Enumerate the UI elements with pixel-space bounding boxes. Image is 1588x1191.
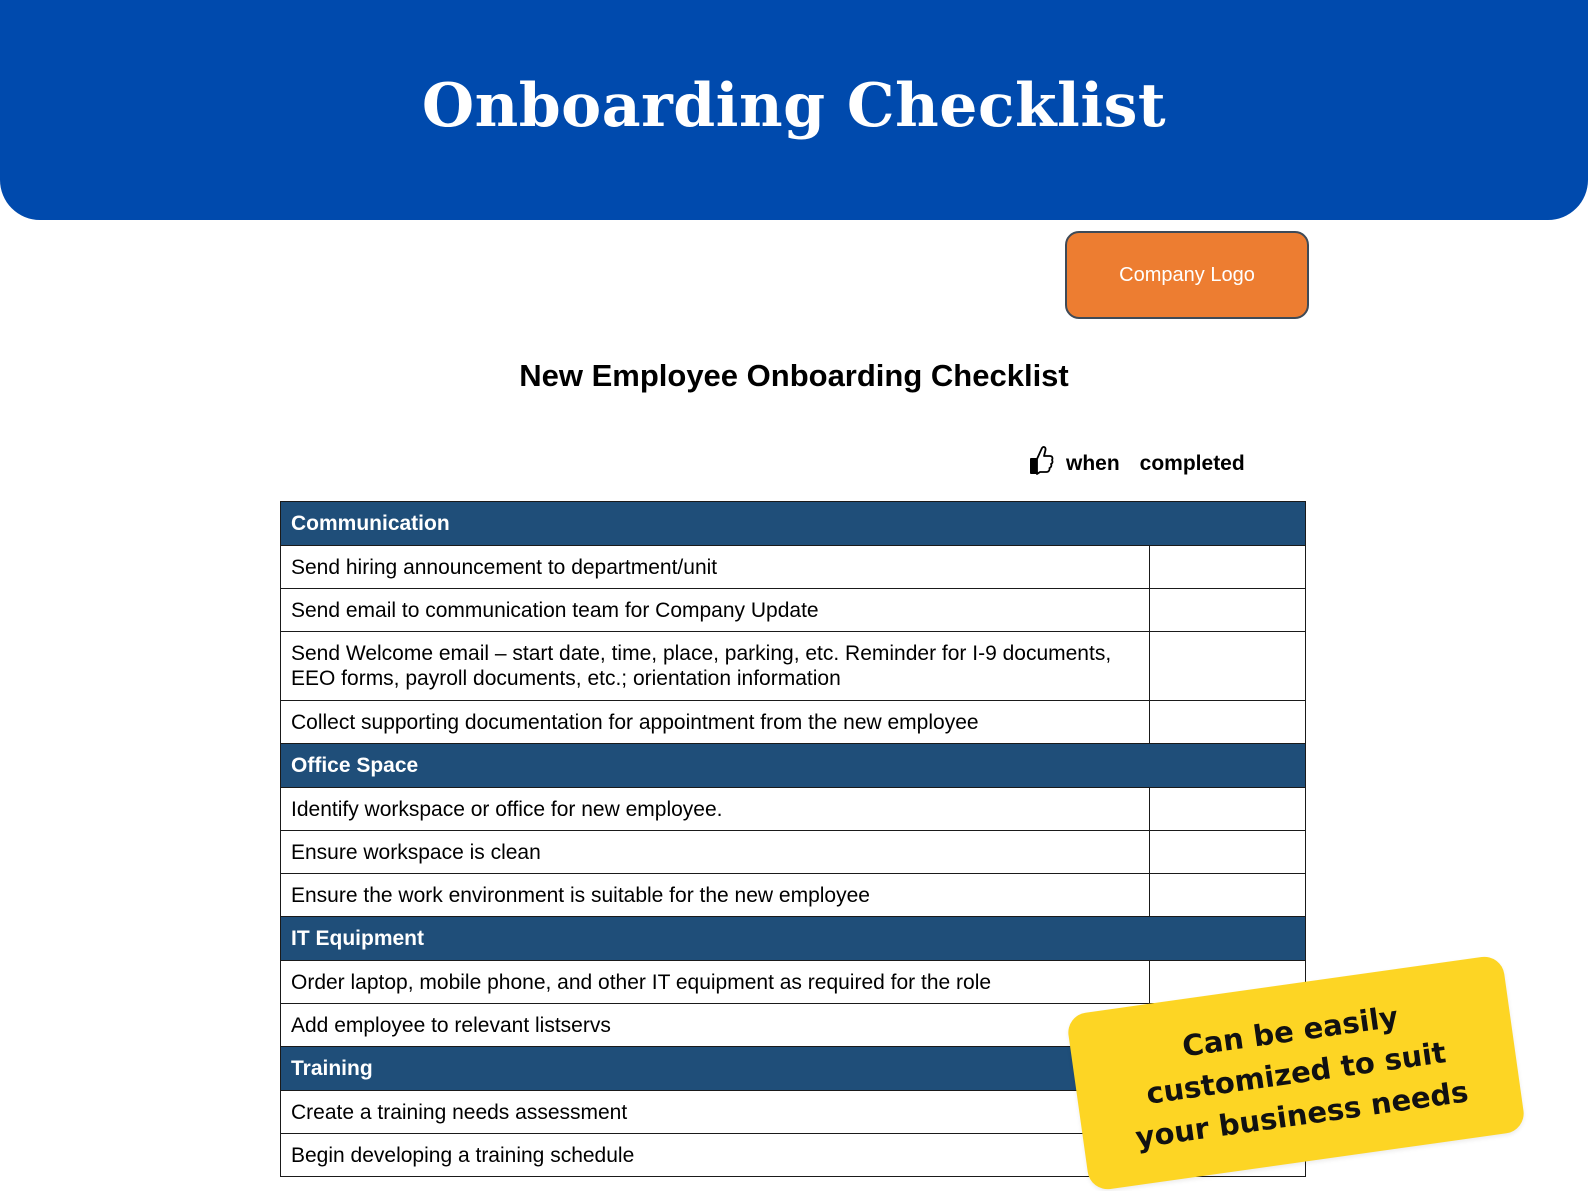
completion-cell[interactable]	[1150, 546, 1306, 589]
section-label: IT Equipment	[281, 917, 1306, 961]
completion-cell[interactable]	[1150, 589, 1306, 632]
task-text: Send Welcome email – start date, time, place, parking, etc. Reminder for I-9 documents, EEO forms, payroll documents, etc.; orientation information	[281, 632, 1150, 701]
table-row	[281, 874, 1306, 917]
task-text: Identify workspace or office for new employee.	[281, 788, 1150, 831]
task-text: Ensure the work environment is suitable for the new employee	[281, 874, 1150, 917]
table-row	[281, 831, 1306, 874]
table-row	[281, 632, 1306, 701]
header-banner	[0, 0, 1588, 220]
completion-cell[interactable]	[1150, 831, 1306, 874]
completion-cell[interactable]	[1150, 632, 1306, 701]
task-text: Order laptop, mobile phone, and other IT equipment as required for the role	[281, 961, 1150, 1004]
table-row	[281, 788, 1306, 831]
task-text: Begin developing a training schedule	[281, 1134, 1150, 1177]
completed-note	[1028, 452, 1245, 476]
section-label: Communication	[281, 502, 1306, 546]
section-label: Office Space	[281, 744, 1306, 788]
task-text: Collect supporting documentation for appointment from the new employee	[281, 701, 1150, 744]
task-text: Send hiring announcement to department/unit	[281, 546, 1150, 589]
completion-cell[interactable]	[1150, 701, 1306, 744]
table-row	[281, 701, 1306, 744]
table-row	[281, 589, 1306, 632]
banner-title: Onboarding Checklist	[421, 71, 1167, 141]
task-text: Send email to communication team for Company Update	[281, 589, 1150, 632]
section-header-it-equipment	[281, 917, 1306, 961]
section-label: Training	[281, 1047, 1306, 1091]
table-row	[281, 546, 1306, 589]
completed-note-word-when: when	[1066, 452, 1120, 475]
section-header-communication	[281, 502, 1306, 546]
table-row	[281, 961, 1306, 1004]
section-header-office-space	[281, 744, 1306, 788]
sticker-text: Can be easily customized to suit your business needs	[1133, 999, 1471, 1155]
completed-note-word-completed: completed	[1139, 452, 1245, 475]
thumbs-up-icon	[1028, 444, 1054, 476]
completion-cell[interactable]	[1150, 874, 1306, 917]
document-title: New Employee Onboarding Checklist	[519, 358, 1069, 393]
task-text: Add employee to relevant listservs	[281, 1004, 1150, 1047]
task-text: Ensure workspace is clean	[281, 831, 1150, 874]
company-logo-placeholder: Company Logo	[1065, 231, 1309, 319]
task-text: Create a training needs assessment	[281, 1091, 1150, 1134]
completion-cell[interactable]	[1150, 788, 1306, 831]
